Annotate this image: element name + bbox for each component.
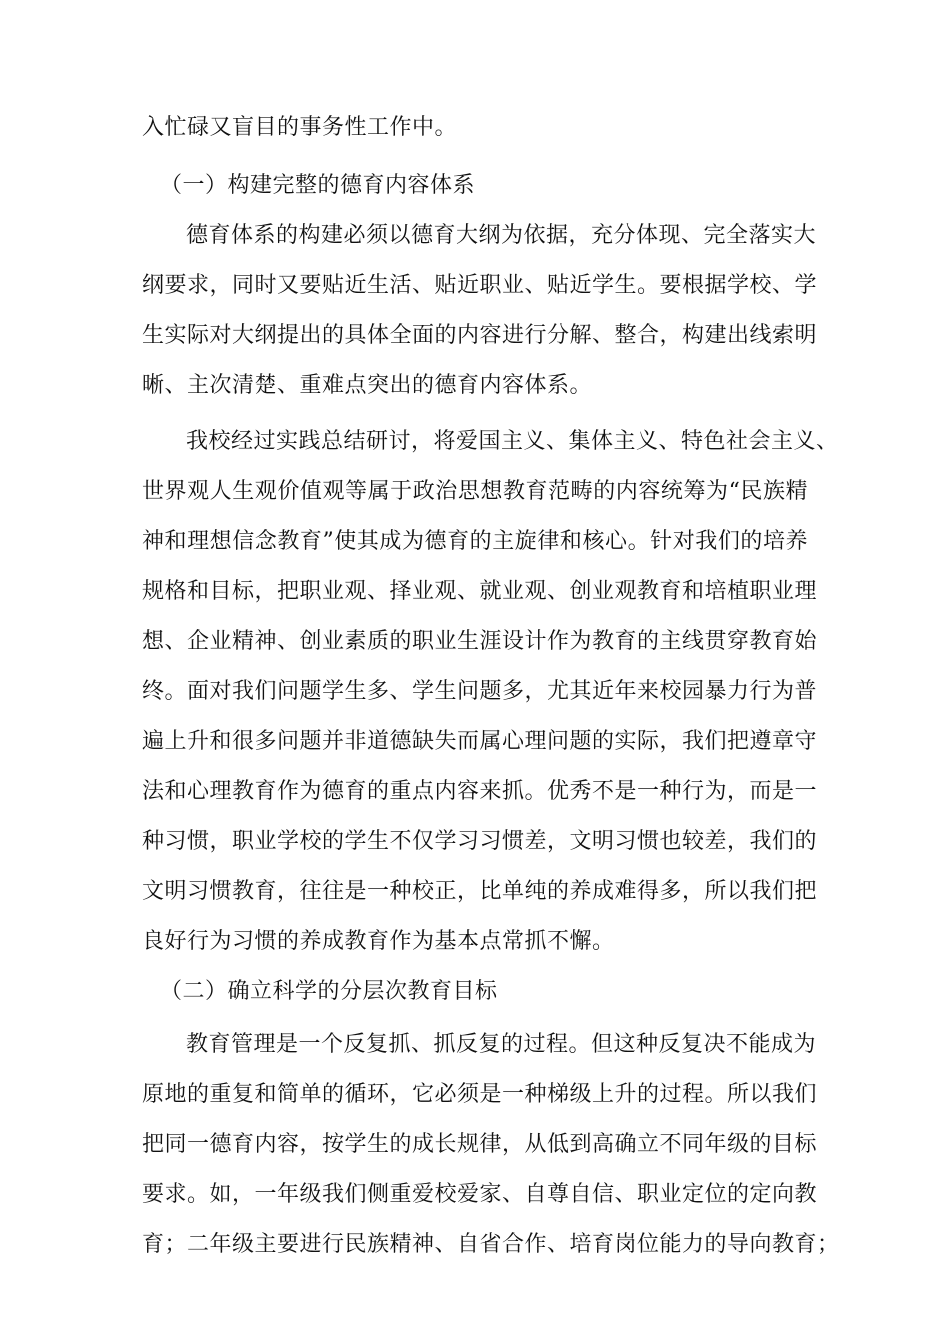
paragraph-3-line-8: 种习惯，职业学校的学生不仅学习习惯差，文明习惯也较差，我们的 (142, 829, 818, 854)
paragraph-3-line-2: 神和理想信念教育”使其成为德育的主旋律和核心。针对我们的培养 (142, 529, 808, 554)
paragraph-2-line-2: 生实际对大纲提出的具体全面的内容进行分解、整合，构建出线索明 (142, 323, 818, 348)
paragraph-5-line-2: 把同一德育内容，按学生的成长规律，从低到高确立不同年级的目标 (142, 1132, 818, 1157)
paragraph-3-line-10: 良好行为习惯的养成教育作为基本点常抓不懈。 (142, 929, 615, 954)
paragraph-2-line-1: 纲要求，同时又要贴近生活、贴近职业、贴近学生。要根据学校、学 (142, 273, 818, 298)
paragraph-2-line-3: 晰、主次清楚、重难点突出的德育内容体系。 (142, 373, 593, 398)
paragraph-5-line-1: 原地的重复和简单的循环，它必须是一种梯级上升的过程。所以我们 (142, 1082, 818, 1107)
paragraph-3-line-4: 想、企业精神、创业素质的职业生涯设计作为教育的主线贯穿教育始 (142, 629, 818, 654)
paragraph-5-line-4: 育；二年级主要进行民族精神、自省合作、培育岗位能力的导向教育； (142, 1232, 840, 1257)
paragraph-5-line-0: 教育管理是一个反复抓、抓反复的过程。但这种反复决不能成为 (186, 1032, 817, 1057)
section-heading-1: （一）构建完整的德育内容体系 (160, 173, 476, 198)
paragraph-3-line-9: 文明习惯教育，往往是一种校正，比单纯的养成难得多，所以我们把 (142, 879, 818, 904)
paragraph-3-line-7: 法和心理教育作为德育的重点内容来抓。优秀不是一种行为，而是一 (142, 779, 818, 804)
paragraph-5-line-3: 要求。如，一年级我们侧重爱校爱家、自尊自信、职业定位的定向教 (142, 1182, 818, 1207)
paragraph-3-line-6: 遍上升和很多问题并非道德缺失而属心理问题的实际，我们把遵章守 (142, 729, 818, 754)
paragraph-2-line-0: 德育体系的构建必须以德育大纲为依据，充分体现、完全落实大 (186, 223, 817, 248)
paragraph-3-line-3: 规格和目标，把职业观、择业观、就业观、创业观教育和培植职业理 (142, 579, 818, 604)
paragraph-0-line-0: 入忙碌又盲目的事务性工作中。 (142, 115, 458, 140)
paragraph-3-line-0: 我校经过实践总结研讨，将爱国主义、集体主义、特色社会主义、 (186, 429, 839, 454)
section-heading-4: （二）确立科学的分层次教育目标 (160, 979, 498, 1004)
paragraph-3-line-1: 世界观人生观价值观等属于政治思想教育范畴的内容统筹为“民族精 (142, 479, 808, 504)
paragraph-3-line-5: 终。面对我们问题学生多、学生问题多，尤其近年来校园暴力行为普 (142, 679, 818, 704)
